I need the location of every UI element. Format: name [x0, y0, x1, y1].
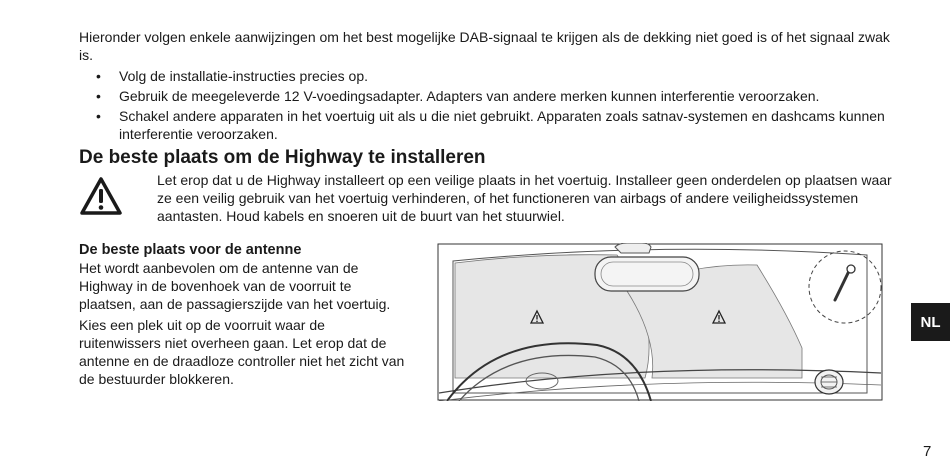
- antenna-paragraph-2: Kies een plek uit op de voorruit waar de ruitenwissers niet overheen gaan. Let erop dat de antenne en de draadloze controller niet het zicht van de bestuurder blokkeren.: [79, 317, 405, 387]
- antenna-paragraph-1: Het wordt aanbevolen om de antenne van de Highway in de bovenhoek van de voorruit te plaatsen, aan de passagierszijde van het voertuig.: [79, 260, 391, 312]
- windshield-illustration: [437, 243, 883, 401]
- language-tab: NL: [911, 303, 950, 341]
- antenna-heading: De beste plaats voor de antenne: [79, 242, 302, 258]
- list-item: • Gebruik de meegeleverde 12 V-voedingsadapter. Adapters van andere merken kunnen interferentie veroorzaken.: [79, 87, 894, 105]
- intro-paragraph: Hieronder volgen enkele aanwijzingen om het best mogelijke DAB-signaal te krijgen als de dekking niet goed is of het signaal zwak is.: [79, 29, 890, 63]
- warning-triangle-icon: [79, 176, 123, 216]
- list-item: • Schakel andere apparaten in het voertuig uit als u die niet gebruikt. Apparaten zoals satnav-systemen en dashcams kunnen interferentie veroorzaken.: [79, 107, 894, 143]
- rear-view-mirror: [615, 243, 651, 253]
- warning-text: Let erop dat u de Highway installeert op een veilige plaats in het voertuig. Installeer geen onderdelen op plaatsen waar ze een veilig gebruik van het voertuig verhinderen, of het functioneren van airbags of andere veiligheidssystemen aantasten. Houd kabels en snoeren uit de buurt van het stuurwiel.: [157, 172, 892, 224]
- page-number: 7: [923, 443, 932, 460]
- list-item: • Volg de installatie-instructies precies op.: [79, 67, 894, 85]
- tips-list: [79, 67, 894, 145]
- section-heading: De beste plaats om de Highway te installeren: [79, 147, 486, 168]
